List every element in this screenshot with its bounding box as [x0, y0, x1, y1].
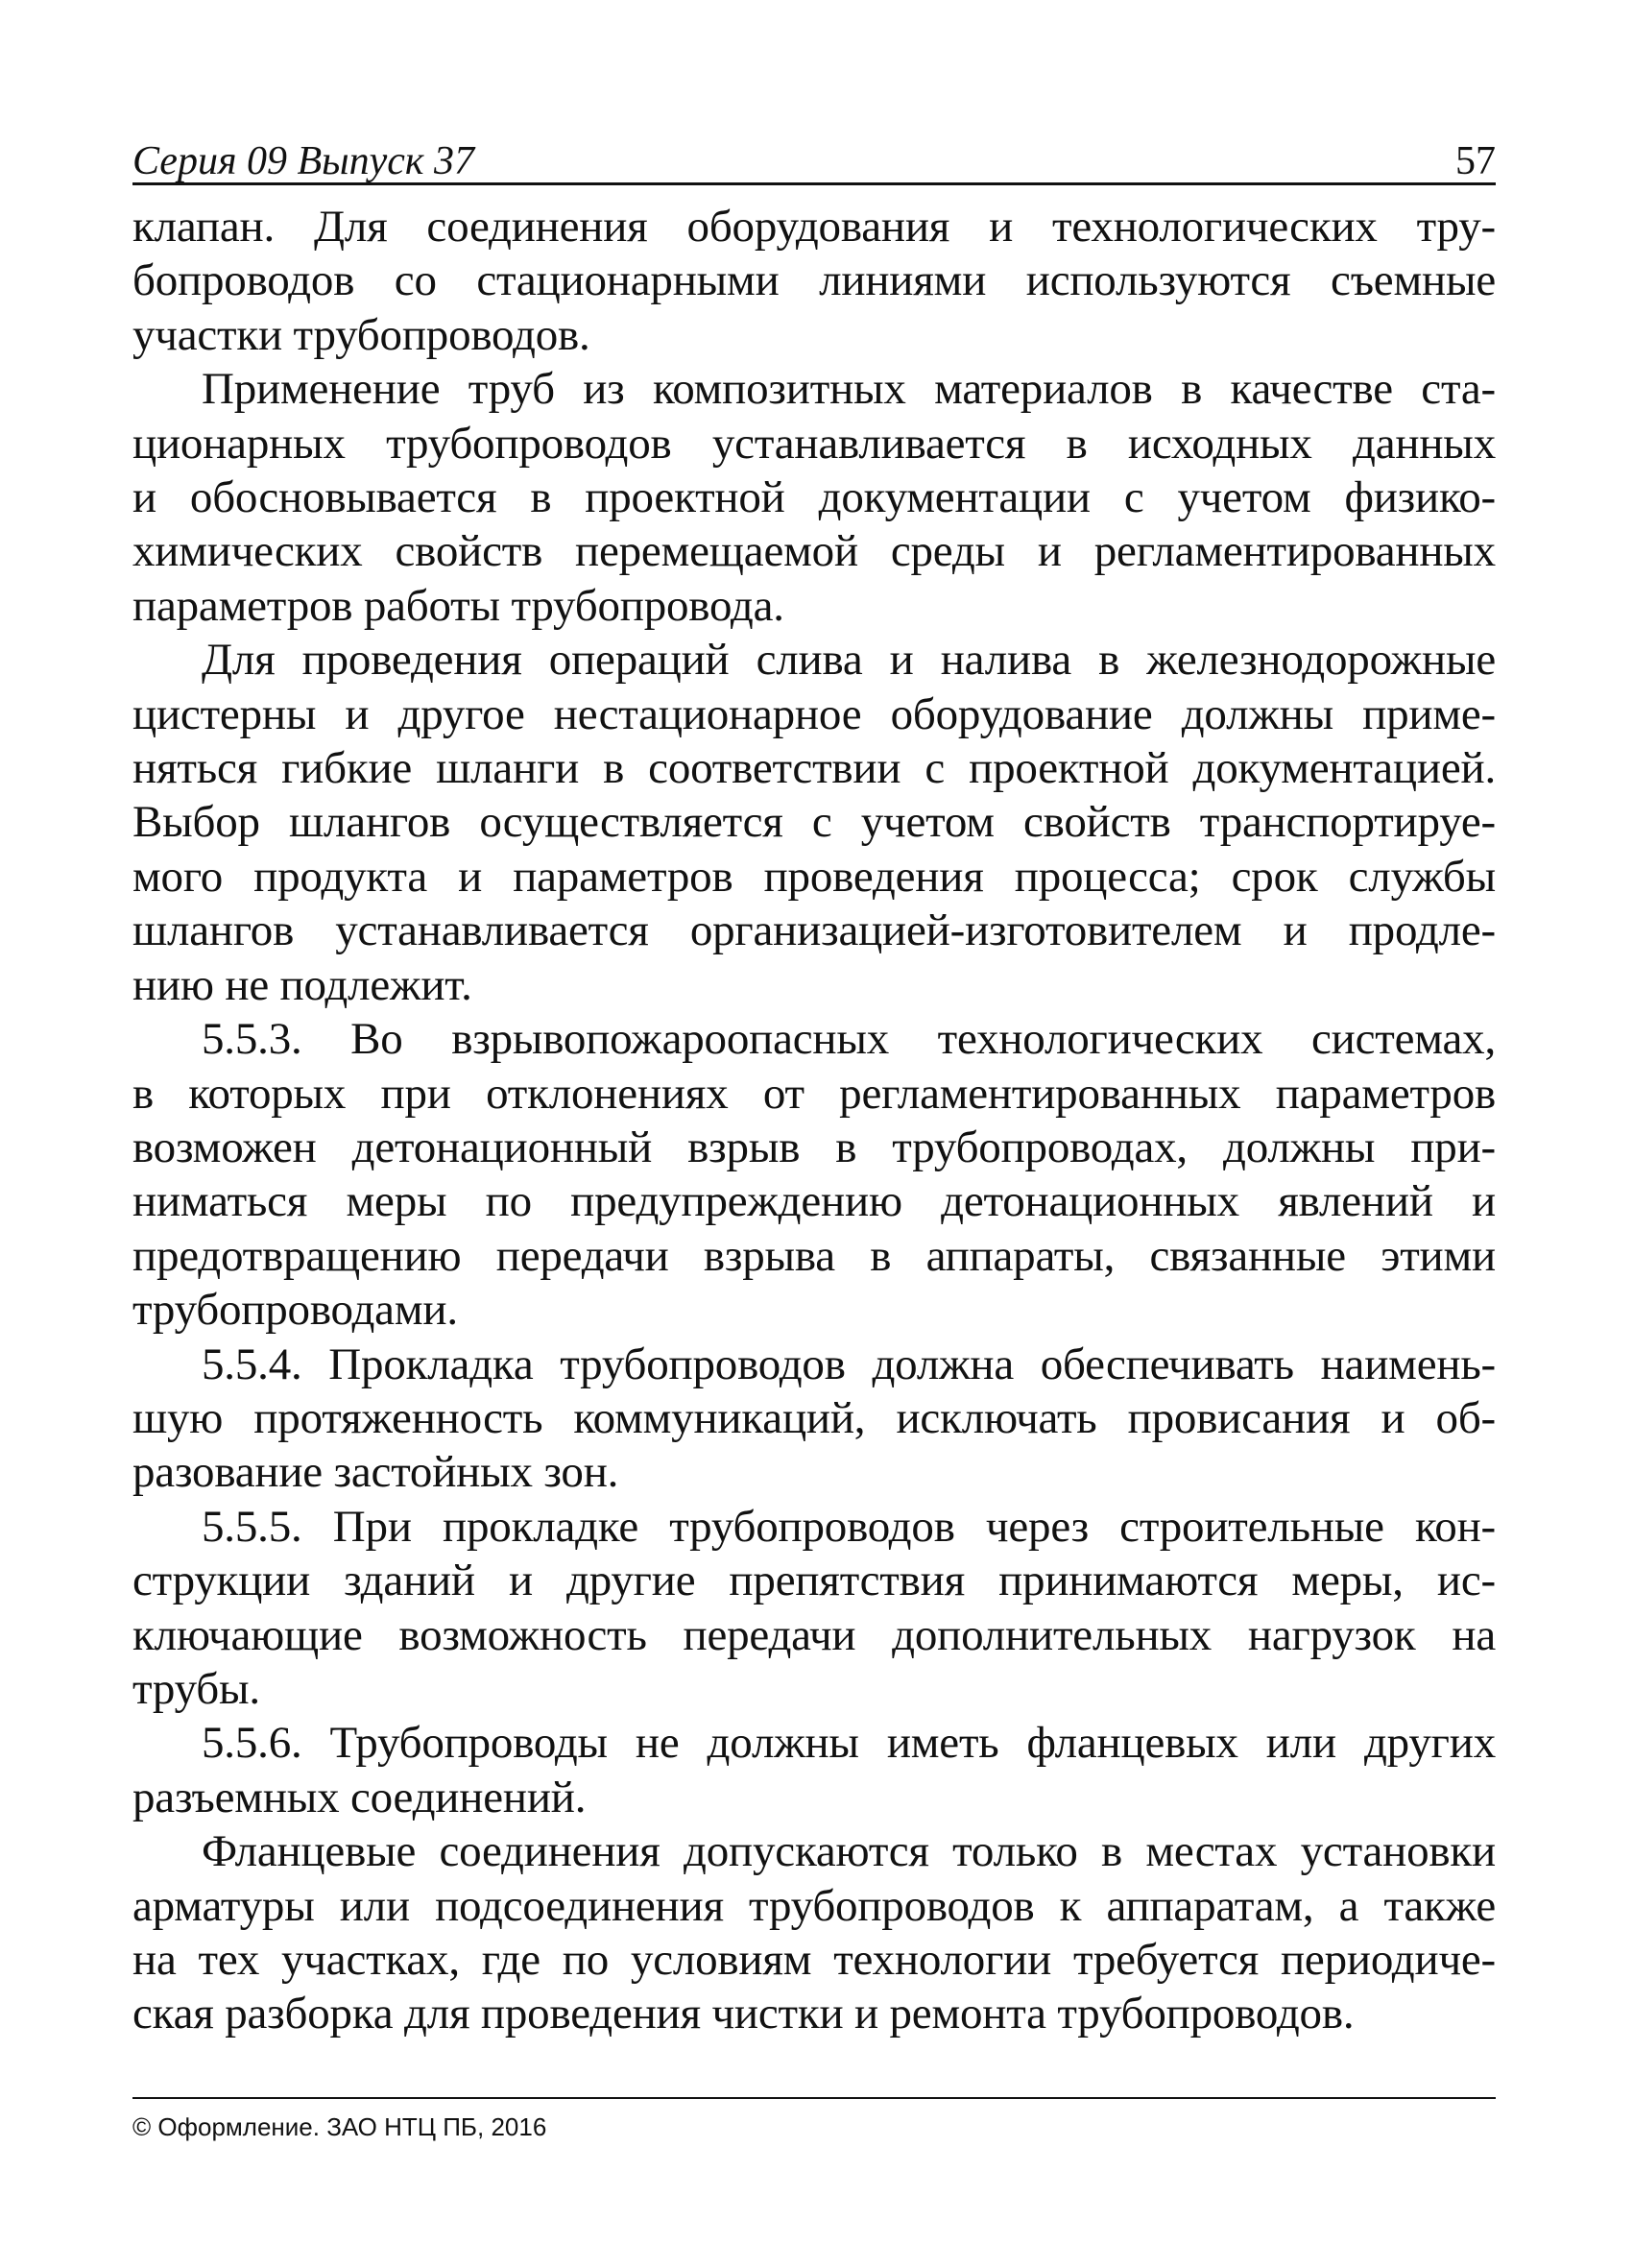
- text-line: ская разборка для проведения чистки и ремонта трубопроводов.: [132, 1989, 1355, 2039]
- text-line: нию не подлежит.: [132, 959, 472, 1010]
- text-line: няться гибкие шланги в соответствии с проектной документацией.: [132, 743, 1496, 794]
- header-divider: [132, 182, 1496, 185]
- text-line: арматуры или подсоединения трубопроводов к аппаратам, а также: [132, 1880, 1496, 1931]
- paragraph: [132, 200, 1496, 362]
- text-line: и обосновывается в проектной документации с учетом физико-: [132, 472, 1496, 523]
- paragraph: [132, 1716, 1496, 1824]
- text-line: бопроводов со стационарными линиями используются съемные: [132, 255, 1496, 306]
- paragraph: [132, 1012, 1496, 1337]
- page-number: 57: [1455, 139, 1496, 183]
- text-line: шлангов устанавливается организацией-изготовителем и продле-: [132, 905, 1496, 956]
- footer-copyright: © Оформление. ЗАО НТЦ ПБ, 2016: [132, 2112, 547, 2141]
- paragraph: [132, 1824, 1496, 2041]
- text-line: параметров работы трубопровода.: [132, 580, 784, 631]
- text-line: 5.5.6. Трубопроводы не должны иметь фланцевых или других: [202, 1718, 1496, 1769]
- body-text: [132, 200, 1496, 2041]
- text-line: цистерны и другое нестационарное оборудование должны приме-: [132, 688, 1496, 739]
- text-line: на тех участках, где по условиям технологии требуется периодиче-: [132, 1935, 1496, 1985]
- text-line: мого продукта и параметров проведения процесса; срок службы: [132, 851, 1496, 902]
- paragraph: [132, 362, 1496, 633]
- text-line: струкции зданий и другие препятствия принимаются меры, ис-: [132, 1556, 1496, 1606]
- text-line: шую протяженность коммуникаций, исключать провисания и об-: [132, 1392, 1496, 1443]
- text-line: возможен детонационный взрыв в трубопроводах, должны при-: [132, 1122, 1496, 1172]
- text-line: Фланцевые соединения допускаются только в местах установки: [202, 1826, 1496, 1877]
- text-line: трубопроводами.: [132, 1285, 458, 1336]
- text-line: Применение труб из композитных материалов в качестве ста-: [202, 364, 1496, 415]
- text-line: 5.5.4. Прокладка трубопроводов должна обеспечивать наимень-: [202, 1339, 1496, 1389]
- paragraph: [132, 1500, 1496, 1717]
- text-line: участки трубопроводов.: [132, 309, 590, 360]
- footer-divider: [132, 2097, 1496, 2099]
- text-line: Для проведения операций слива и налива в железнодорожные: [202, 635, 1496, 686]
- text-line: химических свойств перемещаемой среды и регламентированных: [132, 526, 1496, 577]
- text-line: ниматься меры по предупреждению детонационных явлений и: [132, 1176, 1496, 1227]
- text-line: в которых при отклонениях от регламентированных параметров: [132, 1068, 1496, 1119]
- text-line: трубы.: [132, 1663, 260, 1714]
- text-line: ционарных трубопроводов устанавливается в исходных данных: [132, 418, 1496, 469]
- paragraph: [132, 633, 1496, 1012]
- text-line: 5.5.5. При прокладке трубопроводов через строительные кон-: [202, 1501, 1496, 1552]
- text-line: предотвращению передачи взрыва в аппараты, связанные этими: [132, 1230, 1496, 1281]
- text-line: Выбор шлангов осуществляется с учетом свойств транспортируе-: [132, 797, 1496, 848]
- header-series-title: Серия 09 Выпуск 37: [132, 139, 474, 183]
- running-header: [132, 134, 1496, 188]
- paragraph: [132, 1338, 1496, 1500]
- text-line: разование застойных зон.: [132, 1447, 619, 1498]
- text-line: 5.5.3. Во взрывопожароопасных технологических системах,: [202, 1014, 1496, 1065]
- text-line: ключающие возможность передачи дополнительных нагрузок на: [132, 1609, 1496, 1660]
- text-line: разъемных соединений.: [132, 1772, 587, 1822]
- text-line: клапан. Для соединения оборудования и технологических тру-: [132, 202, 1496, 252]
